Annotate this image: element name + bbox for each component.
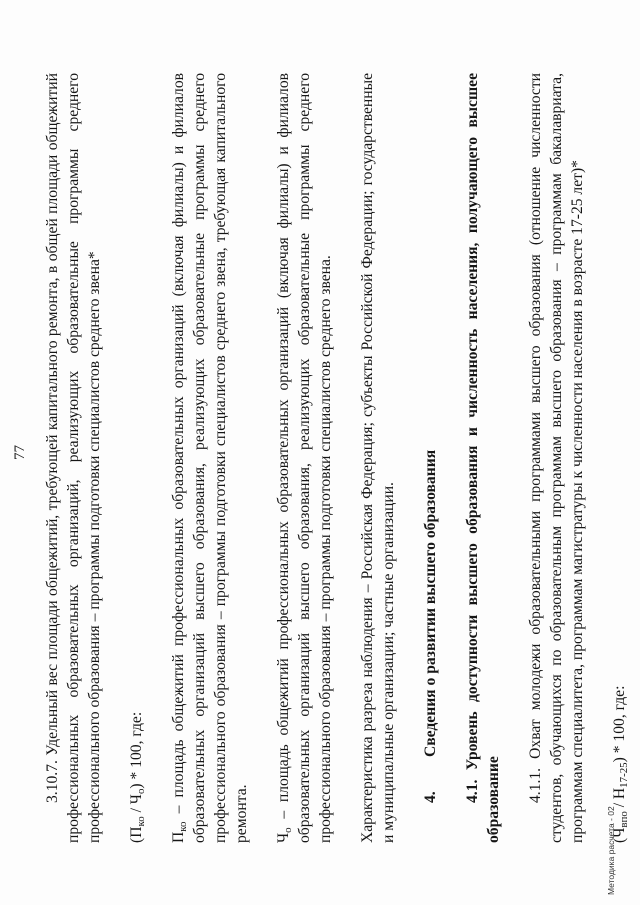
page-number: 77 <box>12 445 28 460</box>
document-text <box>42 73 630 843</box>
paragraph-3-10-7 <box>42 73 105 843</box>
section-4-heading: 4.Сведения о развитии высшего образования <box>422 449 439 803</box>
definition-pko: $П_{ко}$ – площадь общежитий профессиональных образовательных организаций (включая филиалы) и филиалов образовательных организаций высшего образования, реализующих образовательные программы среднего профессионального образования – программы подготовки специалистов среднего звена, требующая капитального ремонта. <box>170 73 250 843</box>
formula-chvpo-n: $(Ч_{впо} / Н_{17-25}) * 100$, где: <box>611 685 630 843</box>
paragraph-number: 3.10.7. <box>44 760 61 803</box>
paragraph-number: 4.1.1. <box>527 767 544 803</box>
formula-pko-cho: $(П_{ко} / Ч_о) * 100$, где: <box>128 711 147 843</box>
section-4-1-heading: 4.1. Уровень доступности высшего образования и численность населения, получающего высшее образование <box>464 73 502 843</box>
cross-section-characteristic: Характеристика разреза наблюдения – Российская Федерация; субъекты Российской Федерации; государственные и муниципальные организации; частные организации. <box>359 73 397 843</box>
footer-note: Методика расчета - 02 <box>606 806 616 895</box>
paragraph-4-1-1 <box>525 73 588 843</box>
paragraph-text: Охват молодежи образовательными программами высшего образования (отношение численности студентов, обучающихся по образовательным программам высшего образования – программам бакалавриата, программам специалитета, программам магистратуры к численности населения в возрасте 17-25 лет)* <box>527 72 586 843</box>
definition-cho: $Ч_о$ – площадь общежитий профессиональных образовательных организаций (включая филиалы) и филиалов образовательных организаций высшего образования, реализующих образовательные программы среднего профессионального образования – программы подготовки специалистов среднего звена. <box>275 73 334 843</box>
paragraph-text: Удельный вес площади общежитий, требующей капитального ремонта, в общей площади общежитий профессиональных образовательных организаций, реализующих образовательные программы среднего профессионального образования – программы подготовки специалистов среднего звена* <box>44 73 103 843</box>
